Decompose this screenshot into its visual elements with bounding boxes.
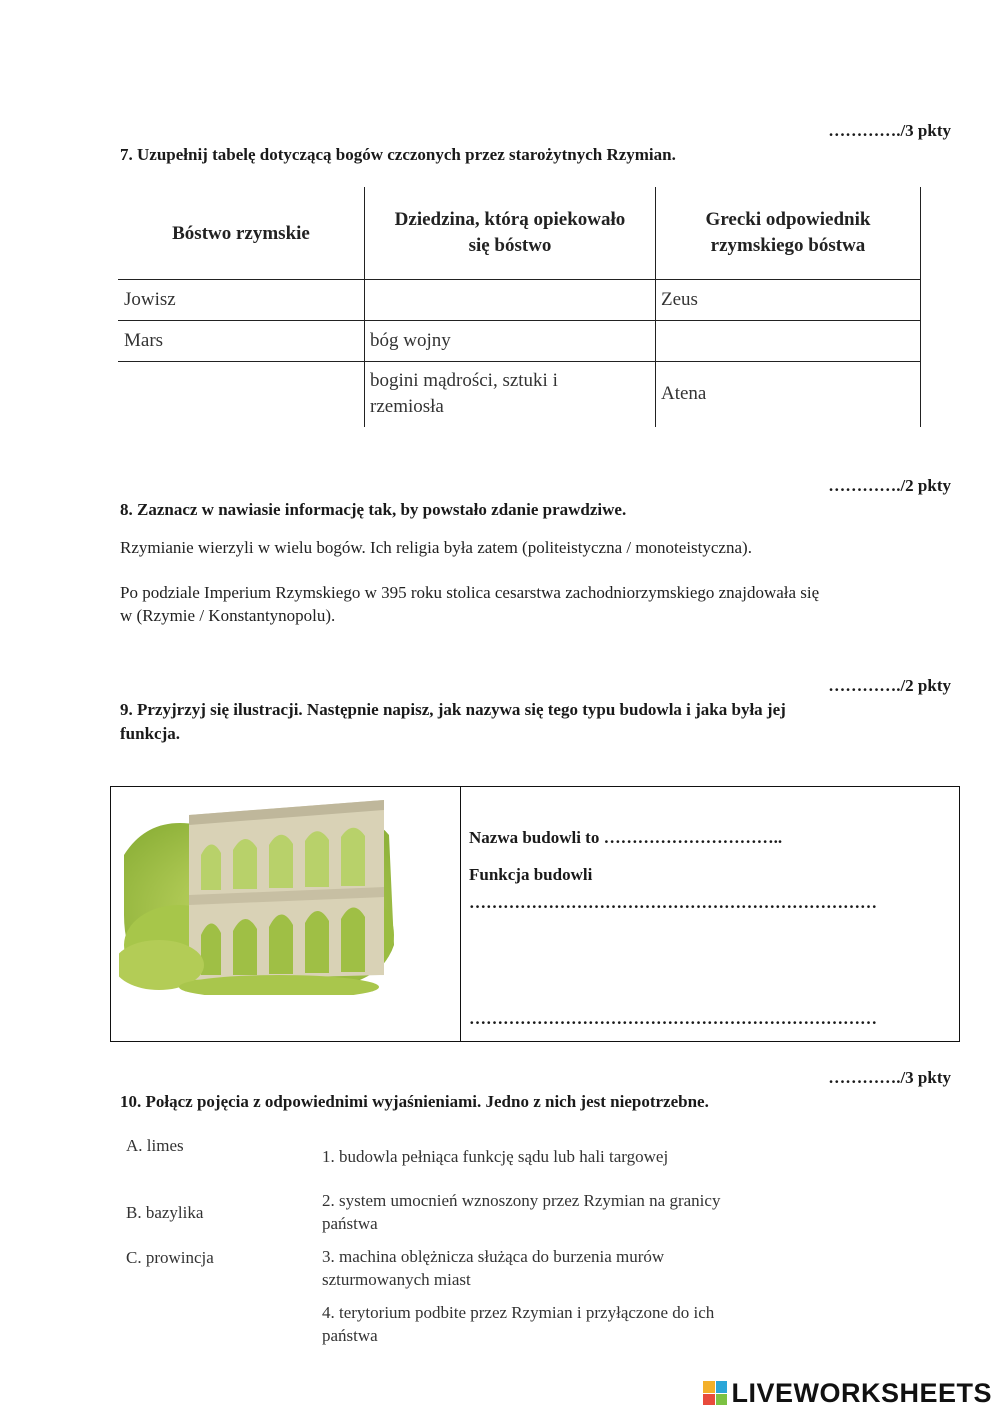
header-domain-line1: Dziedzina, którą opiekowało <box>394 209 626 230</box>
row3-domain-line2: rzemiosła <box>370 396 444 417</box>
definition-4-line2: państwa <box>322 1326 378 1345</box>
gods-table <box>118 187 921 427</box>
badge-square-1 <box>703 1381 715 1393</box>
q9-answer-box <box>110 786 960 1042</box>
badge-square-3 <box>703 1394 715 1406</box>
q8-sentence1[interactable]: Rzymianie wierzyli w wielu bogów. Ich religia była zatem (politeistyczna / monoteistyczna). <box>120 538 752 557</box>
header-greek-line2: rzymskiego bóstwa <box>710 235 866 256</box>
q8-points: …………./2 pkty <box>828 476 951 495</box>
badge-square-2 <box>716 1381 728 1393</box>
row3-deity-input[interactable] <box>124 381 359 407</box>
q9-name-label[interactable]: Nazwa budowli to ………………………….. <box>469 828 783 847</box>
row2-greek-input[interactable] <box>661 328 911 354</box>
header-domain-line2: się bóstwo <box>468 235 552 256</box>
logo-badge-icon <box>703 1381 727 1405</box>
q9-title-line1: 9. Przyjrzyj się ilustracji. Następnie napisz, jak nazywa się tego typu budowla i jaka była jej <box>120 700 786 719</box>
q7-title: 7. Uzupełnij tabelę dotyczącą bogów czczonych przez starożytnych Rzymian. <box>120 145 676 164</box>
q9-points: …………./2 pkty <box>828 676 951 695</box>
header-greek-line1: Grecki odpowiednik <box>705 209 871 230</box>
q9-function-label: Funkcja budowli <box>469 865 593 884</box>
row1-domain-input[interactable] <box>370 287 650 313</box>
row3-domain-line1: bogini mądrości, sztuki i <box>370 370 558 391</box>
row2-deity: Mars <box>124 330 164 351</box>
q7-points: …………./3 pkty <box>828 121 951 140</box>
q8-title: 8. Zaznacz w nawiasie informację tak, by powstało zdanie prawdziwe. <box>120 500 627 519</box>
definition-3-line2: szturmowanych miast <box>322 1270 471 1289</box>
q8-sentence2-line2[interactable]: w (Rzymie / Konstantynopolu). <box>120 606 336 625</box>
definition-4-line1[interactable]: 4. terytorium podbite przez Rzymian i przyłączone do ich <box>322 1303 715 1322</box>
q10-title: 10. Połącz pojęcia z odpowiednimi wyjaśnieniami. Jedno z nich jest niepotrzebne. <box>120 1092 709 1111</box>
q9-function-line2[interactable]: ……………………………………………………………… <box>469 1009 877 1028</box>
term-c[interactable]: C. prowincja <box>126 1248 214 1267</box>
q9-divider <box>460 787 461 1041</box>
logo-text: LIVEWORKSHEETS <box>731 1377 992 1408</box>
definition-1[interactable]: 1. budowla pełniąca funkcję sądu lub hali targowej <box>322 1147 669 1166</box>
row1-deity: Jowisz <box>124 289 176 310</box>
header-roman-deity: Bóstwo rzymskie <box>172 223 310 244</box>
definition-2-line2: państwa <box>322 1214 378 1233</box>
definition-2-line1[interactable]: 2. system umocnień wznoszony przez Rzymian na granicy <box>322 1191 721 1210</box>
term-b[interactable]: B. bazylika <box>126 1203 204 1222</box>
liveworksheets-logo <box>703 1378 992 1408</box>
q10-points: …………./3 pkty <box>828 1068 951 1087</box>
row3-greek: Atena <box>661 383 707 404</box>
q8-sentence2-line1: Po podziale Imperium Rzymskiego w 395 roku stolica cesarstwa zachodniorzymskiego znajdowała się <box>120 583 820 602</box>
aqueduct-illustration <box>119 795 399 995</box>
row2-domain: bóg wojny <box>370 330 451 351</box>
term-a[interactable]: A. limes <box>126 1136 184 1155</box>
row1-greek: Zeus <box>661 289 698 310</box>
badge-square-4 <box>716 1394 728 1406</box>
definition-3-line1[interactable]: 3. machina oblężnicza służąca do burzenia murów <box>322 1247 665 1266</box>
q9-title-line2: funkcja. <box>120 724 180 743</box>
q9-function-line1[interactable]: ……………………………………………………………… <box>469 893 877 912</box>
